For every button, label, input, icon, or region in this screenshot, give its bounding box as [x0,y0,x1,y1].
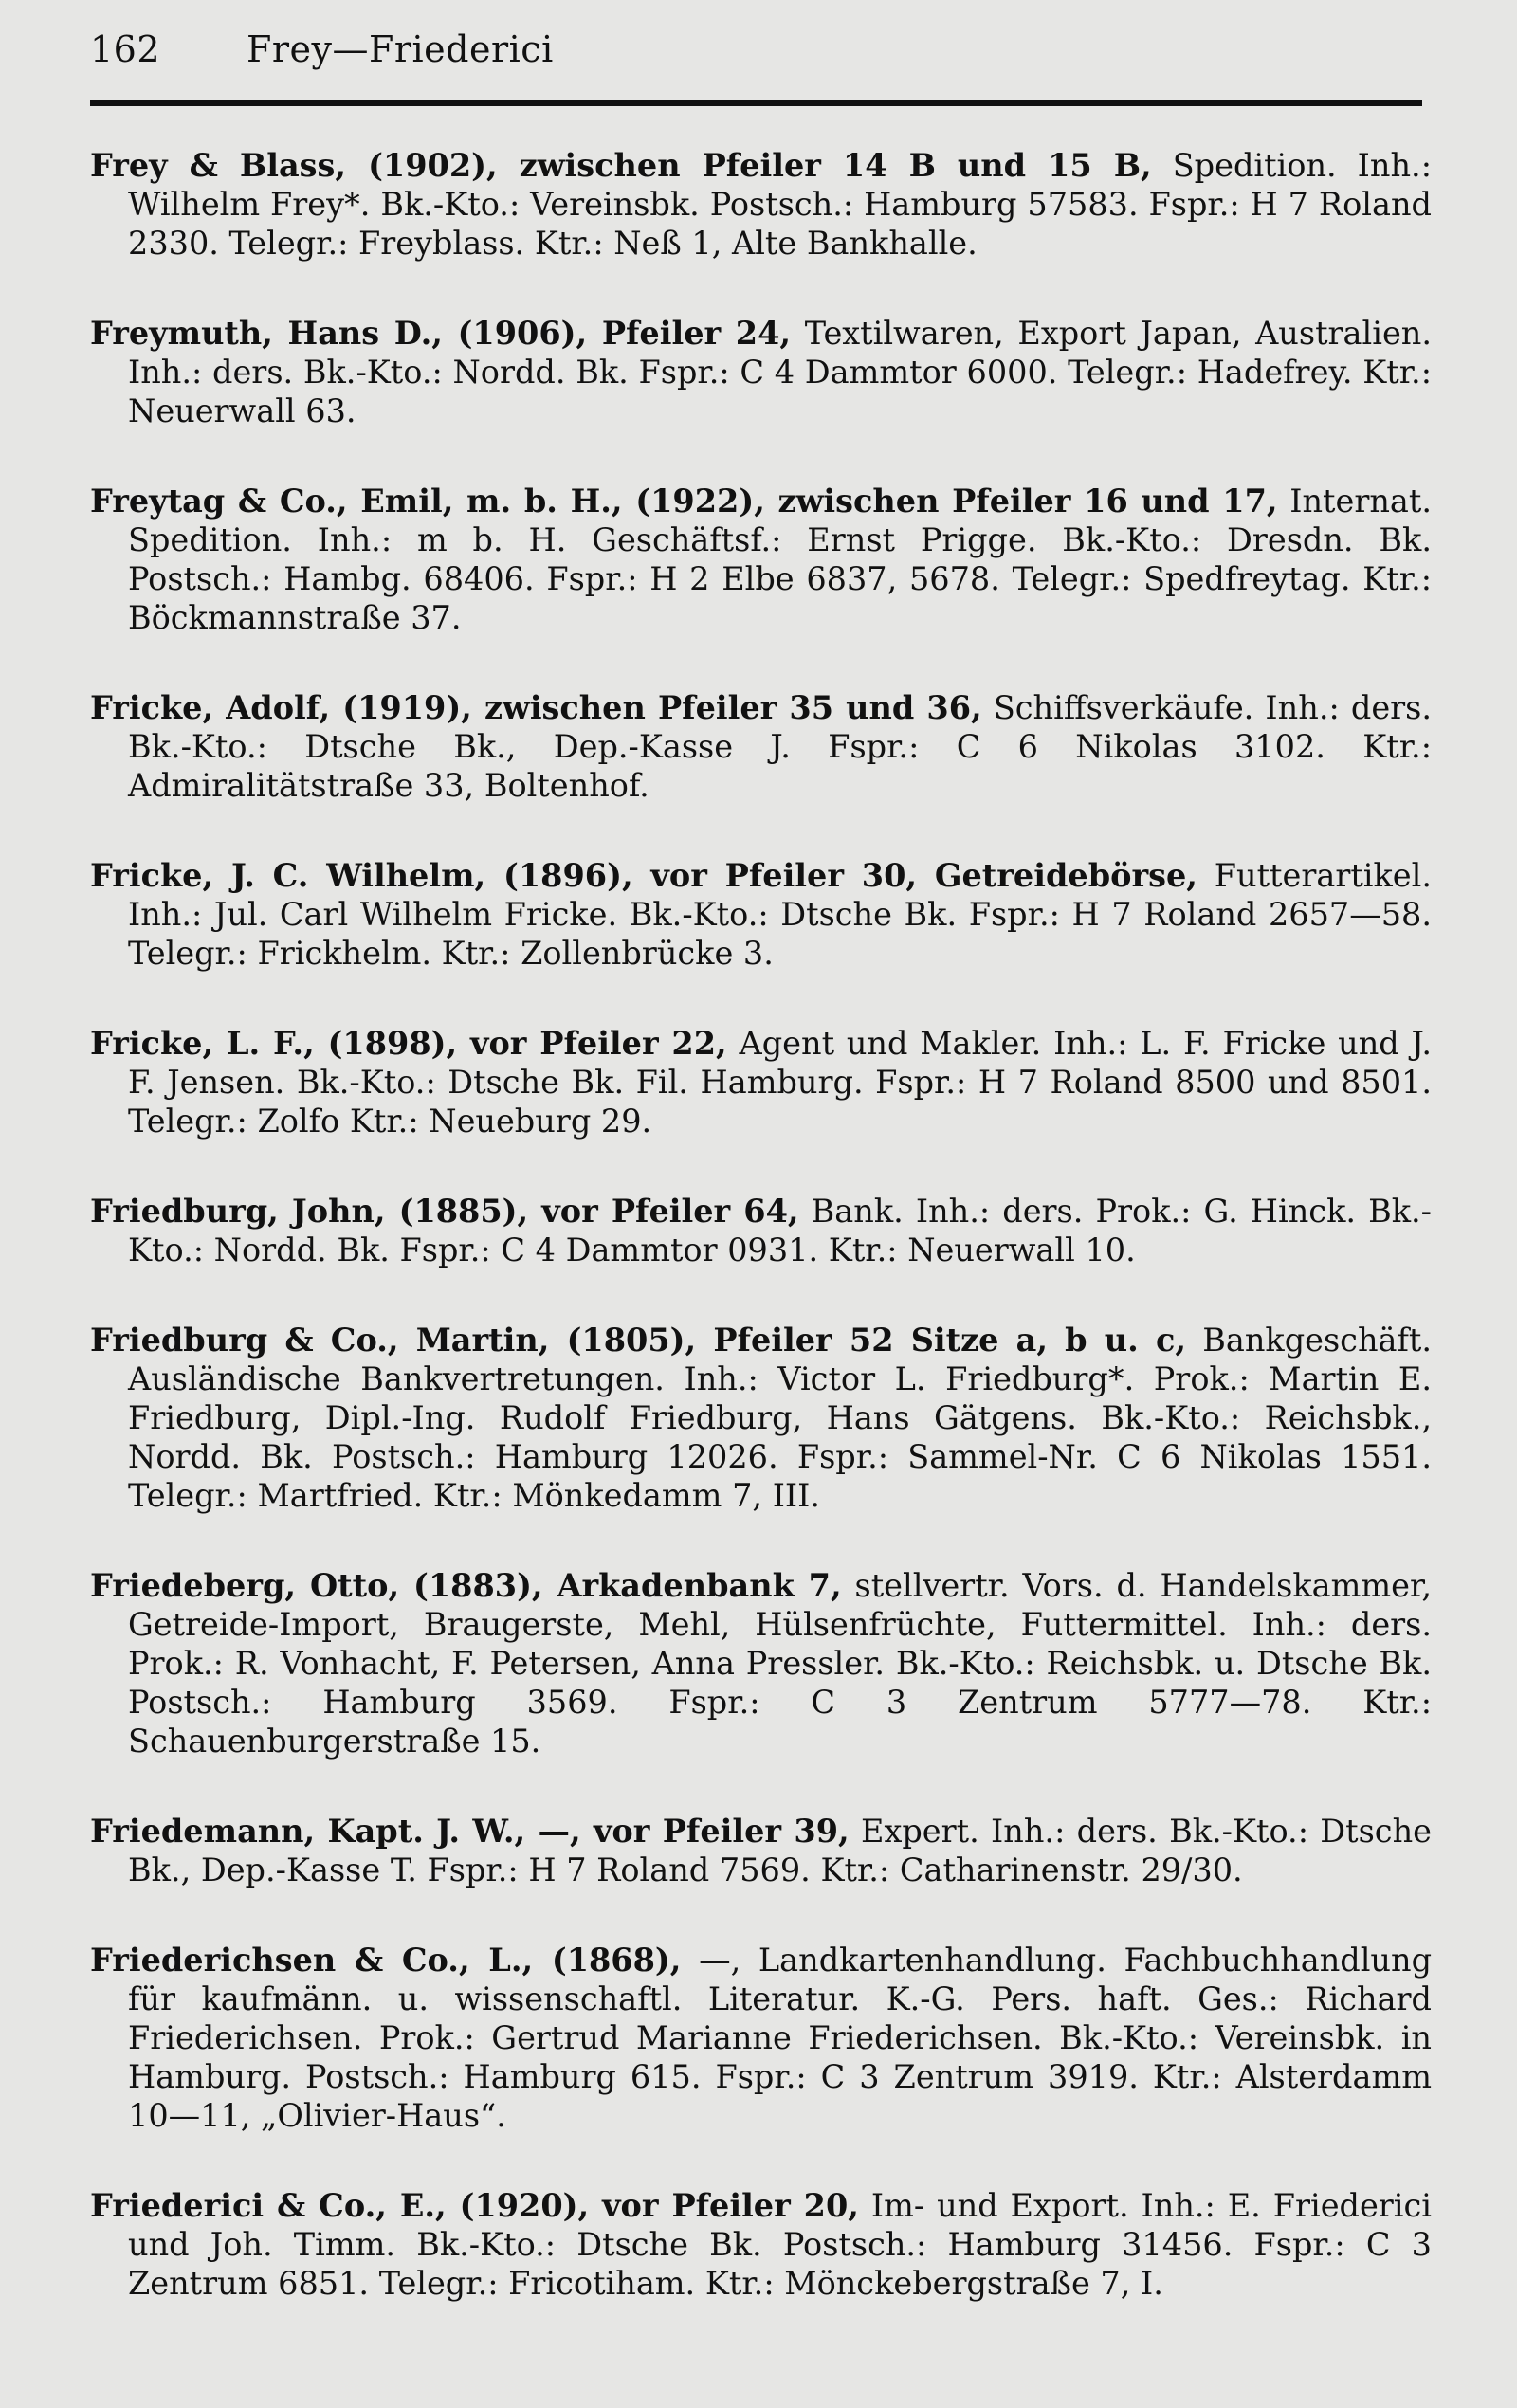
entry-name: Friederici & Co., E., (1920), vor Pfeiler 20, [90,2187,859,2224]
header-rule [90,100,1422,106]
entry-details: Spedition. Inh.: Wilhelm Frey*. Bk.-Kto.: Vereinsbk. Postsch.: Hamburg 57583. Fspr.: H 7 Roland 2330. Telegr.: Freyblass. Ktr.: Neß 1, Alte Bankhalle. [128,147,1432,262]
directory-entry [90,314,1432,430]
directory-entry [90,1566,1432,1760]
entry-name: Freymuth, Hans D., (1906), Pfeiler 24, [90,315,792,352]
entry-name: Fricke, Adolf, (1919), zwischen Pfeiler 35 und 36, [90,689,982,726]
entry-details: Bankgeschäft. Ausländische Bankvertretungen. Inh.: Victor L. Friedburg*. Prok.: Martin E. Friedburg, Dipl.-Ing. Rudolf Friedburg, Hans Gätgens. Bk.-Kto.: Reichsbk., Nordd. Bk. Postsch.: Hamburg 12026. Fspr.: Sammel-Nr. C 6 Nikolas 1551. Telegr.: Martfried. Ktr.: Mönkedamm 7, III. [128,1322,1432,1514]
page-number: 162 [90,28,161,70]
entry-name: Friederichsen & Co., L., (1868), [90,1942,682,1979]
directory-entry [90,1941,1432,2135]
directory-entry [90,146,1432,263]
directory-entry [90,1321,1432,1515]
entry-name: Friedemann, Kapt. J. W., —, vor Pfeiler 39, [90,1813,850,1850]
directory-entry [90,856,1432,973]
page-header [90,28,1432,95]
entry-details: Bank. Inh.: ders. Prok.: G. Hinck. Bk.-Kto.: Nordd. Bk. Fspr.: C 4 Dammtor 0931. Ktr.: Neuerwall 10. [128,1193,1432,1268]
entry-name: Fricke, J. C. Wilhelm, (1896), vor Pfeiler 30, Getreidebörse, [90,857,1197,894]
entry-details: Schiffsverkäufe. Inh.: ders. Bk.-Kto.: Dtsche Bk., Dep.-Kasse J. Fspr.: C 6 Nikolas 3102. Ktr.: Admiralitätstraße 33, Boltenhof. [128,689,1432,804]
entry-name: Fricke, L. F., (1898), vor Pfeiler 22, [90,1025,727,1062]
entry-name: Frey & Blass, (1902), zwischen Pfeiler 14 B und 15 B, [90,147,1152,184]
entry-name: Freytag & Co., Emil, m. b. H., (1922), zwischen Pfeiler 16 und 17, [90,483,1278,520]
entry-name: Friedeberg, Otto, (1883), Arkadenbank 7, [90,1567,842,1604]
directory-entry [90,1192,1432,1269]
entry-details: —, Landkartenhandlung. Fachbuchhandlung für kaufmänn. u. wissenschaftl. Literatur. K.-G. Pers. haft. Ges.: Richard Friederichsen. Prok.: Gertrud Marianne Friederichsen. Bk.-Kto.: Vereinsbk. in Hamburg. Postsch.: Hamburg 615. Fspr.: C 3 Zentrum 3919. Ktr.: Alsterdamm 10—11, „Olivier-Haus“. [128,1942,1433,2134]
entry-details: Agent und Makler. Inh.: L. F. Fricke und J. F. Jensen. Bk.-Kto.: Dtsche Bk. Fil. Hamburg. Fspr.: H 7 Roland 8500 und 8501. Telegr.: Zolfo Ktr.: Neueburg 29. [128,1025,1432,1140]
entry-details: Internat. Spedition. Inh.: m b. H. Geschäftsf.: Ernst Prigge. Bk.-Kto.: Dresdn. Bk. Postsch.: Hambg. 68406. Fspr.: H 2 Elbe 6837, 5678. Telegr.: Spedfreytag. Ktr.: Böckmannstraße 37. [128,483,1432,636]
entry-details: stellvertr. Vors. d. Handelskammer, Getreide-Import, Braugerste, Mehl, Hülsenfrüchte, Futtermittel. Inh.: ders. Prok.: R. Vonhacht, F. Petersen, Anna Pressler. Bk.-Kto.: Reichsbk. u. Dtsche Bk. Postsch.: Hamburg 3569. Fspr.: C 3 Zentrum 5777—78. Ktr.: Schauenburgerstraße 15. [128,1567,1432,1760]
directory-entry [90,482,1432,637]
entry-details: Futterartikel. Inh.: Jul. Carl Wilhelm Fricke. Bk.-Kto.: Dtsche Bk. Fspr.: H 7 Roland 2657—58. Telegr.: Frickhelm. Ktr.: Zollenbrücke 3. [128,857,1432,972]
entry-name: Friedburg & Co., Martin, (1805), Pfeiler 52 Sitze a, b u. c, [90,1322,1187,1359]
entry-details: Expert. Inh.: ders. Bk.-Kto.: Dtsche Bk., Dep.-Kasse T. Fspr.: H 7 Roland 7569. Ktr.: Catharinenstr. 29/30. [128,1813,1432,1888]
entry-details: Im- und Export. Inh.: E. Friederici und Joh. Timm. Bk.-Kto.: Dtsche Bk. Postsch.: Hamburg 31456. Fspr.: C 3 Zentrum 6851. Telegr.: Fricotiham. Ktr.: Mönckebergstraße 7, I. [128,2187,1432,2302]
directory-entry [90,688,1432,805]
running-title: Frey—Friederici [247,28,554,70]
entry-list [90,146,1432,2303]
entry-details: Textilwaren, Export Japan, Australien. Inh.: ders. Bk.-Kto.: Nordd. Bk. Fspr.: C 4 Dammtor 6000. Telegr.: Hadefrey. Ktr.: Neuerwall 63. [128,315,1432,429]
directory-entry [90,2186,1432,2303]
directory-page [90,28,1432,2354]
directory-entry [90,1812,1432,1889]
entry-name: Friedburg, John, (1885), vor Pfeiler 64, [90,1193,799,1230]
directory-entry [90,1024,1432,1140]
